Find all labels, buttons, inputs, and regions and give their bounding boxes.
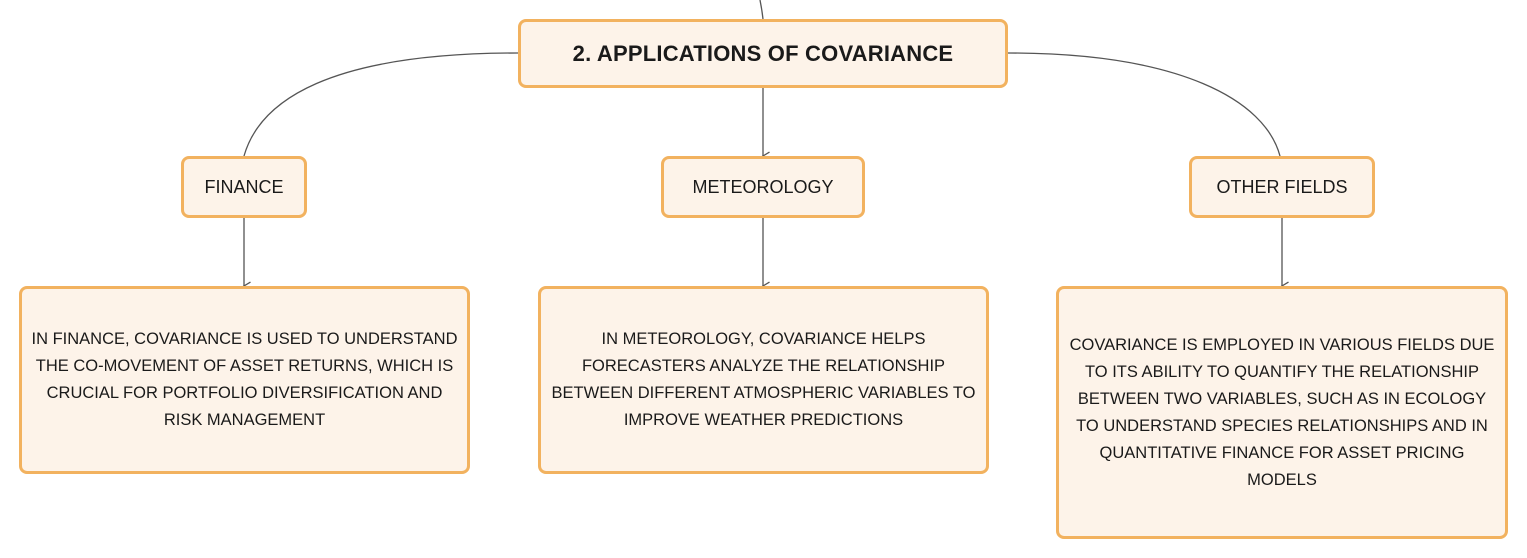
detail-node-meteorology[interactable] bbox=[538, 286, 989, 474]
root-node[interactable] bbox=[518, 19, 1008, 88]
branch-node-finance-label: FINANCE bbox=[204, 176, 284, 197]
detail-node-finance[interactable] bbox=[19, 286, 470, 474]
branch-node-other-fields[interactable] bbox=[1189, 156, 1375, 218]
detail-node-other-fields-text: COVARIANCE IS EMPLOYED IN VARIOUS FIELDS DUE TO ITS ABILITY TO QUANTIFY THE RELATIONSHIP BETWEEN TWO VARIABLES, SUCH AS IN ECOLOGY TO UNDERSTAND SPECIES RELATIONSHIPS AND IN QUANTITATIVE FINANCE FOR ASSET PRICING MODELS bbox=[1069, 335, 1495, 489]
detail-node-meteorology-text: IN METEOROLOGY, COVARIANCE HELPS FORECASTERS ANALYZE THE RELATIONSHIP BETWEEN DIFFERENT ATMOSPHERIC VARIABLES TO IMPROVE WEATHER PREDICTIONS bbox=[551, 330, 976, 429]
branch-node-other-fields-label: OTHER FIELDS bbox=[1216, 176, 1348, 197]
connector-root-finance bbox=[244, 53, 518, 156]
branch-node-meteorology-label: METEOROLOGY bbox=[692, 176, 834, 197]
parent-connector bbox=[760, 0, 763, 19]
detail-node-other-fields[interactable] bbox=[1056, 286, 1508, 539]
branch-node-meteorology[interactable] bbox=[661, 156, 865, 218]
branch-node-finance[interactable] bbox=[181, 156, 307, 218]
root-node-label: 2. APPLICATIONS OF COVARIANCE bbox=[572, 40, 954, 66]
connector-root-other-fields bbox=[1008, 53, 1280, 156]
detail-node-finance-text: IN FINANCE, COVARIANCE IS USED TO UNDERSTAND THE CO-MOVEMENT OF ASSET RETURNS, WHICH IS CRUCIAL FOR PORTFOLIO DIVERSIFICATION AND RISK MANAGEMENT bbox=[31, 330, 458, 429]
